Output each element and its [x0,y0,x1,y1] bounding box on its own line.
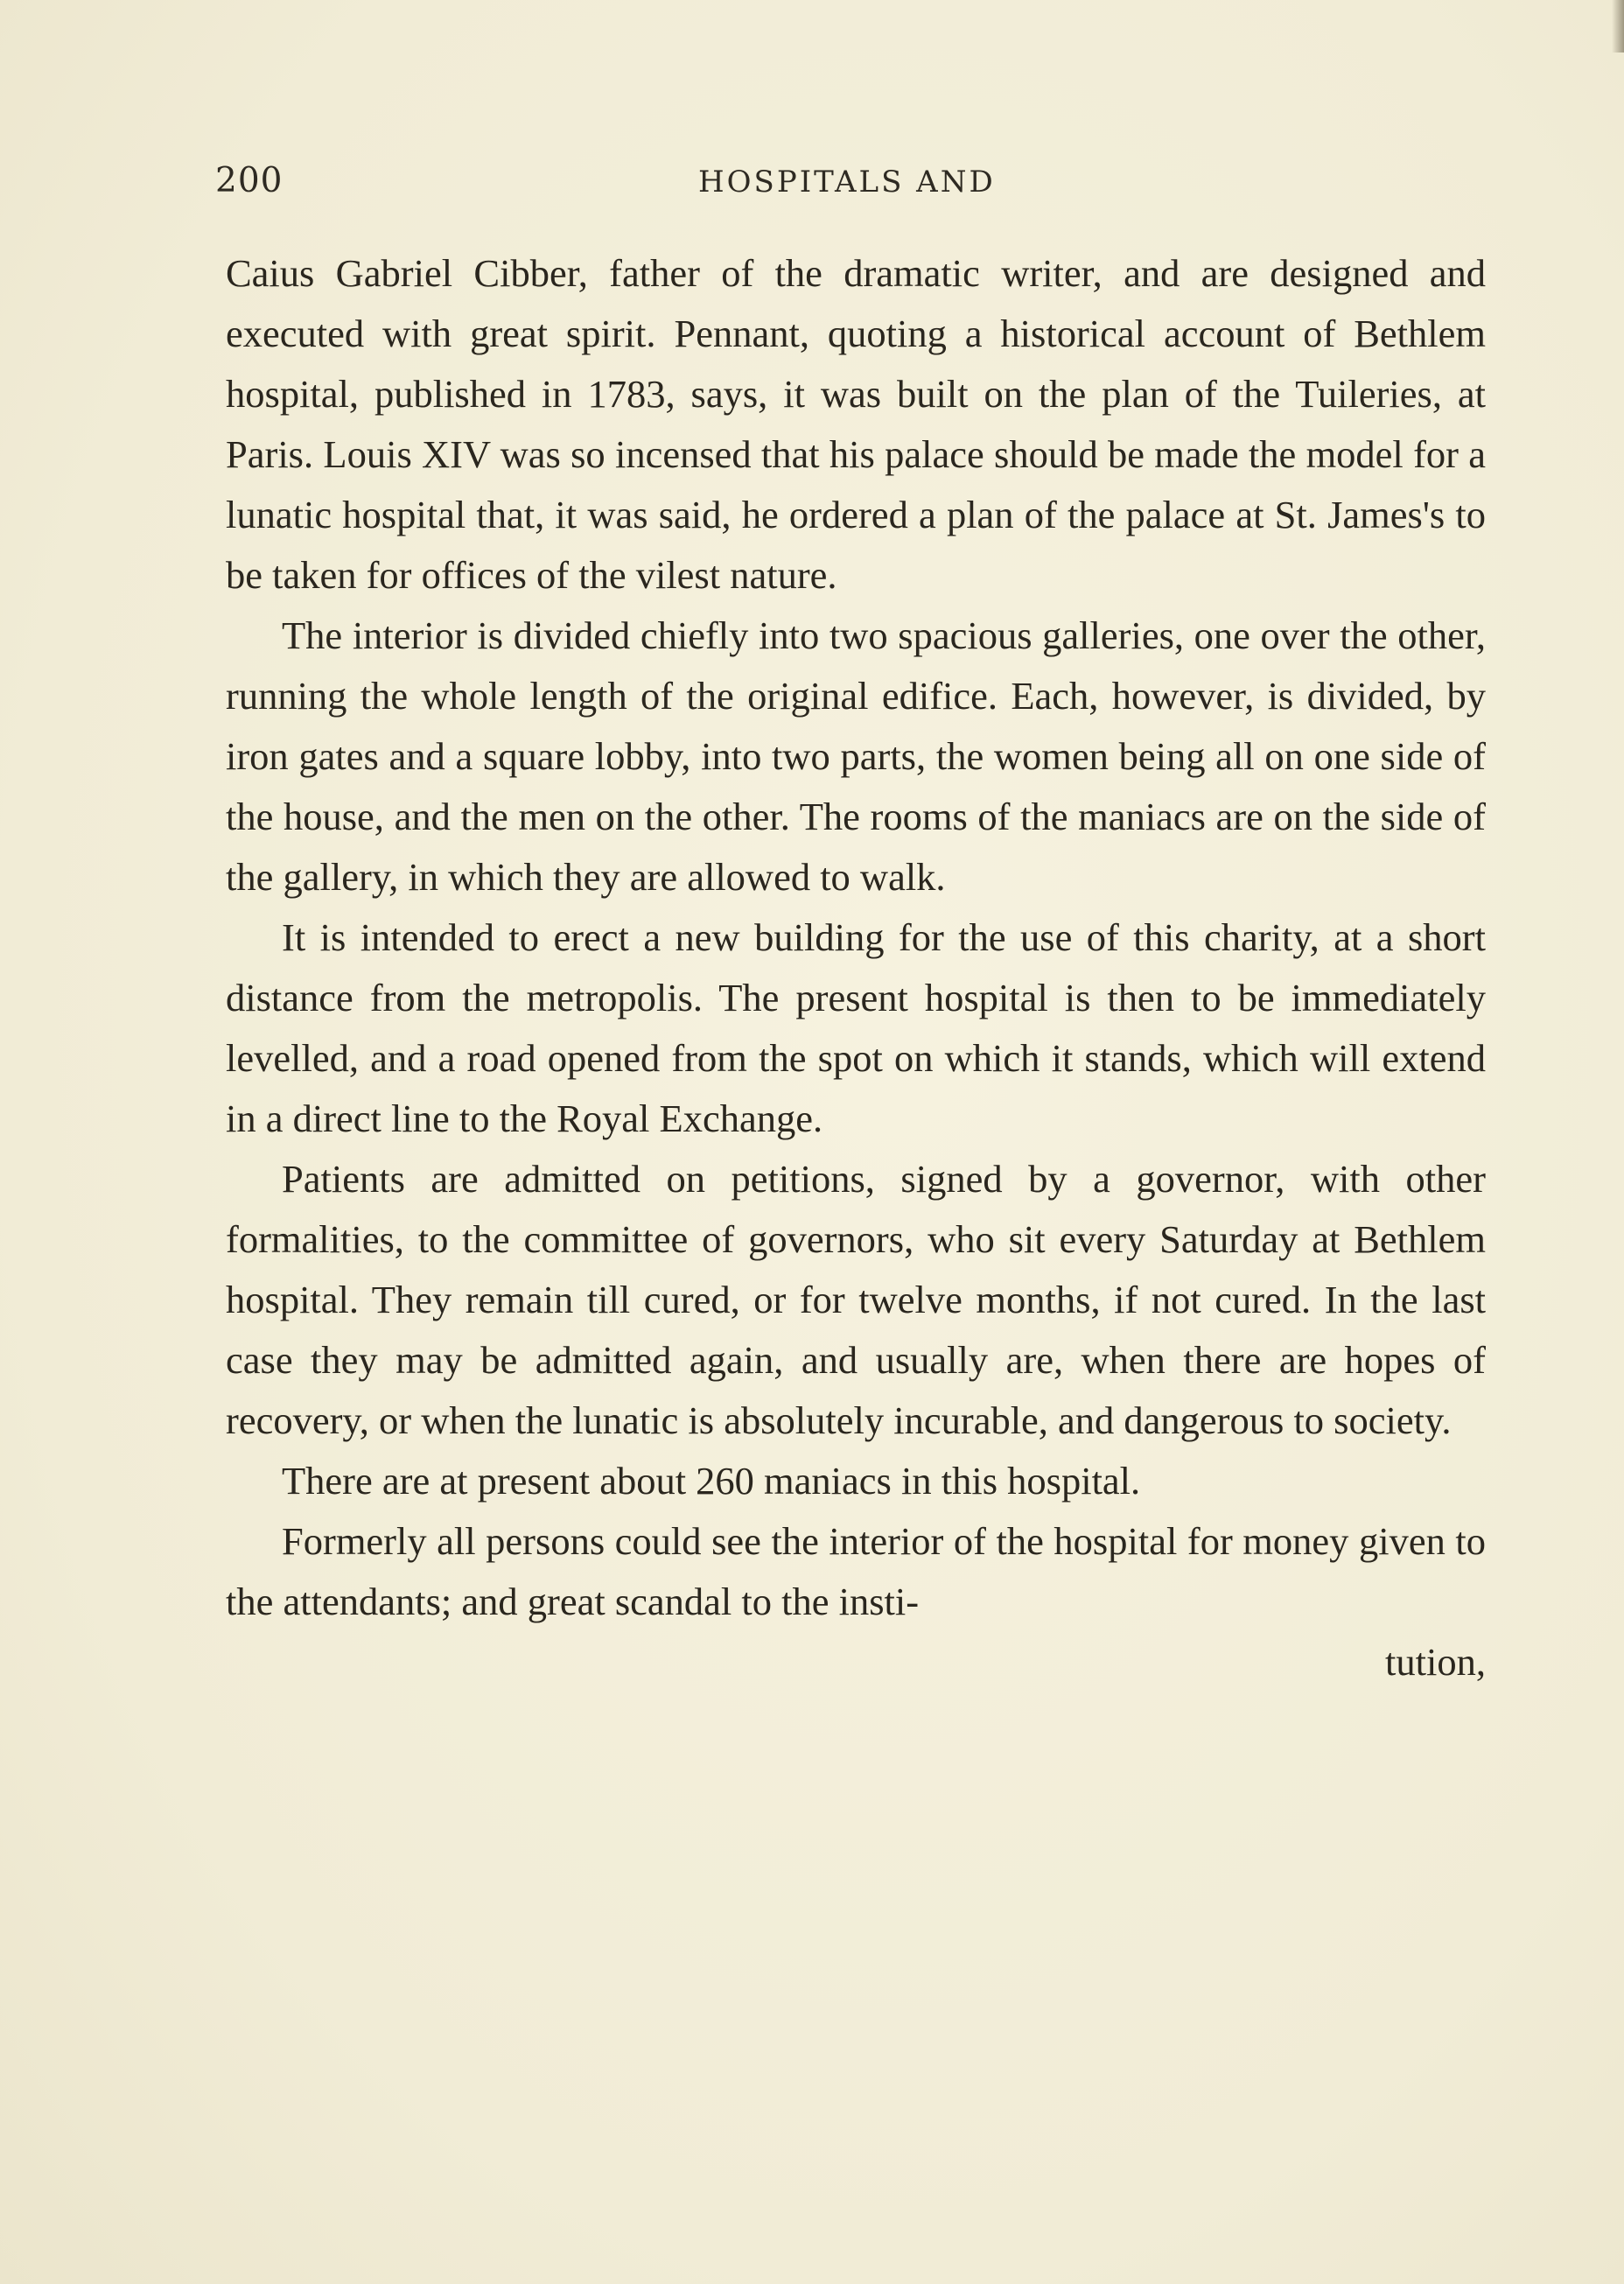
page-header [215,151,1493,212]
paragraph-6: Formerly all persons could see the interior of the hospital for money given to the attendants; and great scandal to the insti- [226,1519,1486,1623]
body-text [226,243,1486,1692]
running-head: HOSPITALS AND [698,165,996,200]
catchword: tution, [1385,1640,1486,1684]
paragraph-1: Caius Gabriel Cibber, father of the dramatic writer, and are designed and executed with great spirit. Pennant, quoting a historical account of Bethlem hospital, published in 1783, says, it was built on the plan of the Tuileries, at Paris. Louis XIV was so incensed that his palace should be made the model for a lunatic hospital that, it was said, he ordered a plan of the palace at St. James's to be taken for offices of the vilest nature. [226,251,1486,597]
page-edge-shadow [1612,0,1624,53]
paragraph-4: Patients are admitted on petitions, signed by a governor, with other formalities, to the committee of governors, who sit every Saturday at Bethlem hospital. They remain till cured, or for twelve months, if not cured. In the last case they may be admitted again, and usually are, when there are hopes of recovery, or when the lunatic is absolutely incurable, and dangerous to society. [226,1157,1486,1442]
paragraph-2: The interior is divided chiefly into two spacious galleries, one over the other, running the whole length of the original edifice. Each, however, is divided, by iron gates and a square lobby, into two parts, the women being all on one side of the house, and the men on the other. The rooms of the maniacs are on the side of the gallery, in which they are allowed to walk. [226,613,1486,899]
paragraph-3: It is intended to erect a new building for the use of this charity, at a short distance from the metropolis. The present hospital is then to be immediately levelled, and a road opened from the spot on which it stands, which will extend in a direct line to the Royal Exchange. [226,915,1486,1140]
paragraph-5: There are at present about 260 maniacs in this hospital. [282,1459,1141,1503]
page-number: 200 [215,161,284,200]
